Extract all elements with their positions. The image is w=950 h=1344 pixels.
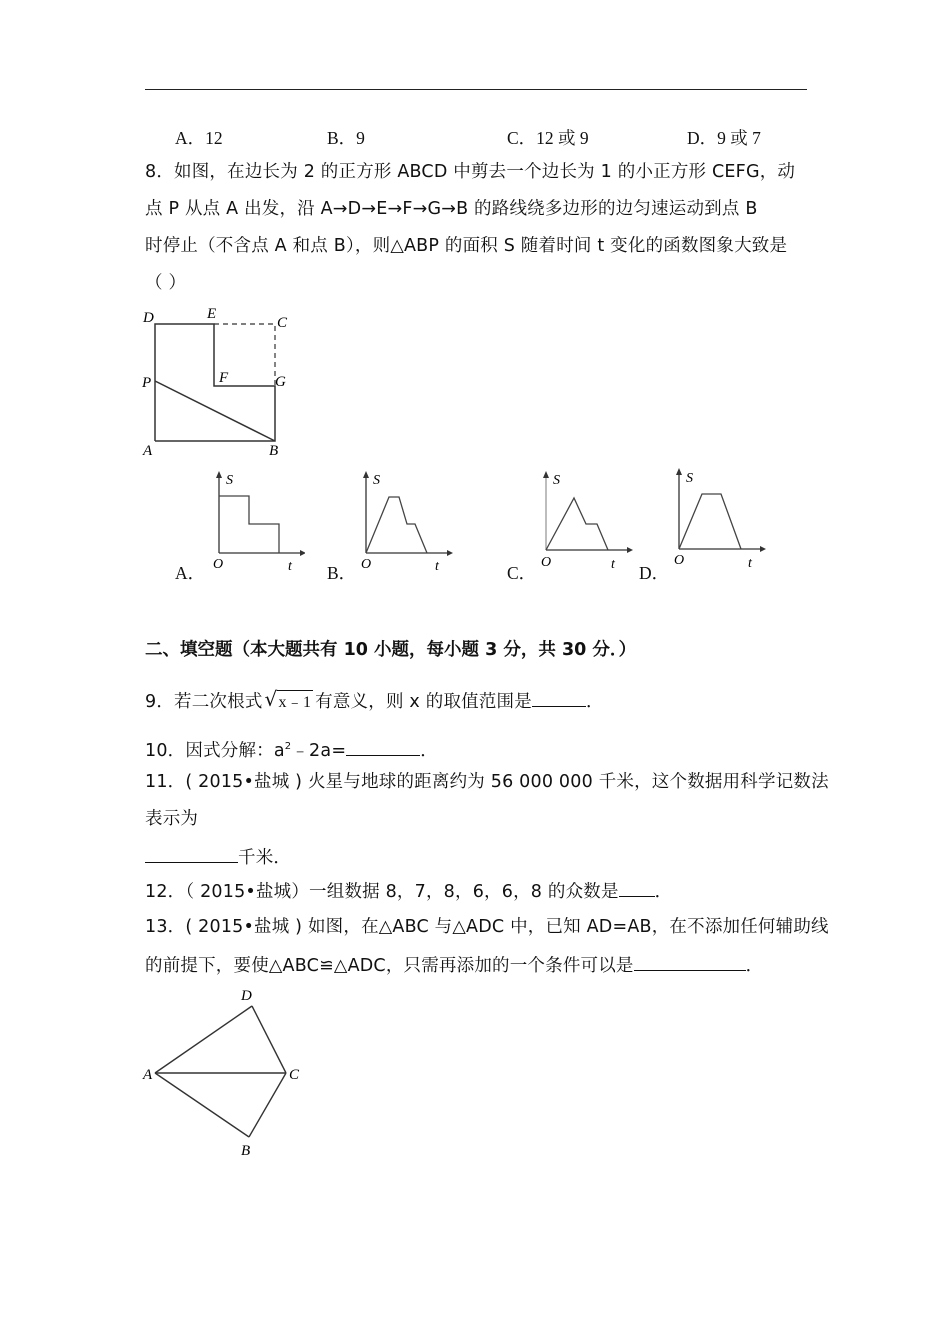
q13-figure (135, 985, 310, 1165)
q8-label-b: B (269, 443, 279, 459)
q12-line (145, 878, 672, 904)
q7-option-a: A．12 (175, 128, 223, 148)
q11-line-1: 11．( 2015•盐城 ) 火星与地球的距离约为 56 000 000 千米，这个数据用科学记数法 (145, 772, 829, 792)
graph-b-o-label: O (361, 557, 372, 572)
q13-label-b: B (241, 1143, 251, 1159)
graph-c-o-label: O (541, 555, 552, 570)
q9-line (145, 688, 604, 715)
q13-line-1: 13．( 2015•盐城 ) 如图，在△ABC 与△ADC 中，已知 AD=AB，在不添加任何辅助线 (145, 917, 829, 937)
graph-a-t-label: t (288, 559, 292, 574)
q8-label-c: C (277, 315, 288, 331)
graph-d (668, 465, 768, 573)
q13-line-2 (145, 952, 763, 978)
q10-text-before: 10．因式分解：a (145, 741, 285, 761)
sqrt-icon: √ (264, 687, 278, 711)
graph-c-y-arrow (543, 471, 549, 478)
q13-segment-dc (252, 1006, 286, 1073)
graph-c-x-arrow (627, 547, 633, 553)
graph-option-c: C． (507, 563, 537, 583)
q7-option-b: B．9 (327, 128, 365, 148)
q13-label-a: A (143, 1067, 153, 1083)
q8-segment-pb (155, 381, 275, 441)
graph-a-y-arrow (216, 471, 222, 478)
q11-line-3 (145, 844, 291, 870)
q8-line-4: （ ） (145, 273, 187, 293)
q8-polygon (155, 324, 275, 441)
q8-label-f: F (219, 370, 229, 386)
q10-answer-blank[interactable] (346, 737, 420, 756)
graph-d-o-label: O (674, 553, 685, 568)
q8-line-3: 时停止（不含点 A 和点 B），则△ABP 的面积 S 随着时间 t 变化的函数图象大致是 (145, 236, 788, 256)
q7-option-d: D．9 或 7 (687, 128, 761, 148)
q11-text-end: 千米． (238, 848, 292, 868)
q10-text-end: ． (420, 741, 438, 761)
graph-d-s-label: S (686, 471, 693, 486)
q13-text-before: 的前提下，要使△ABC≌△ADC，只需再添加的一个条件可以是 (145, 956, 634, 976)
graph-b-s-label: S (373, 473, 380, 488)
q7-option-c: C．12 或 9 (507, 128, 589, 148)
q8-label-a: A (143, 443, 153, 459)
graph-option-a: A． (175, 563, 206, 583)
q8-line-2: 点 P 从点 A 出发，沿 A→D→E→F→G→B 的路线绕多边形的边匀速运动到点 B (145, 199, 758, 219)
q13-segment-bc (249, 1073, 286, 1137)
q11-line-2: 表示为 (145, 809, 199, 829)
graph-b-y-arrow (363, 471, 369, 478)
q9-answer-blank[interactable] (532, 688, 586, 707)
q13-label-d: D (241, 988, 252, 1004)
q12-answer-blank[interactable] (619, 878, 655, 897)
q12-text-before: 12．（ 2015•盐城）一组数据 8，7，8，6，6，8 的众数是 (145, 882, 619, 902)
q9-radicand: x﹣1 (277, 690, 314, 715)
q8-label-e: E (207, 306, 217, 322)
graph-option-d: D． (639, 563, 670, 583)
q9-radical (264, 687, 314, 715)
q10-line (145, 735, 438, 763)
q10-text-after: ﹣2a= (291, 741, 347, 761)
graph-d-curve (679, 494, 741, 549)
q8-label-g: G (275, 374, 286, 390)
graph-c-curve (546, 498, 608, 550)
q13-segment-ab (155, 1073, 249, 1137)
graph-a-o-label: O (213, 557, 224, 572)
graph-b-x-arrow (447, 550, 453, 556)
graph-c-t-label: t (611, 557, 615, 572)
q12-text-end: ． (654, 882, 673, 902)
graph-c (535, 468, 635, 576)
graph-a-s-label: S (226, 473, 233, 488)
q13-label-c: C (289, 1067, 300, 1083)
graph-b-t-label: t (435, 559, 439, 574)
graph-c-s-label: S (553, 473, 560, 488)
q8-line-1: 8．如图，在边长为 2 的正方形 ABCD 中剪去一个边长为 1 的小正方形 CEFG，动 (145, 162, 796, 182)
graph-option-b: B． (327, 563, 357, 583)
q9-text-before: 9．若二次根式 (145, 692, 263, 712)
graph-d-x-arrow (760, 546, 766, 552)
q10-exponent: 2 (284, 741, 292, 752)
graph-d-t-label: t (748, 556, 752, 571)
q11-answer-blank[interactable] (145, 844, 238, 863)
graph-a-x-arrow (300, 550, 305, 556)
q8-figure (135, 300, 305, 465)
q8-label-p: P (142, 375, 152, 391)
graph-b (355, 468, 455, 576)
graph-b-curve (366, 497, 427, 553)
graph-a (205, 468, 305, 576)
q8-label-d: D (143, 310, 154, 326)
q9-text-after: 有意义，则 x 的取值范围是 (315, 692, 532, 712)
q9-text-end: ． (585, 692, 604, 712)
graph-a-curve (219, 496, 279, 553)
graph-d-y-arrow (676, 468, 682, 475)
section-title: 二、填空题（本大题共有 10 小题，每小题 3 分，共 30 分．） (145, 640, 637, 660)
q13-segment-ad (155, 1006, 252, 1073)
header-rule (145, 89, 807, 90)
q13-text-end: ． (745, 956, 764, 976)
q13-answer-blank[interactable] (634, 952, 746, 971)
